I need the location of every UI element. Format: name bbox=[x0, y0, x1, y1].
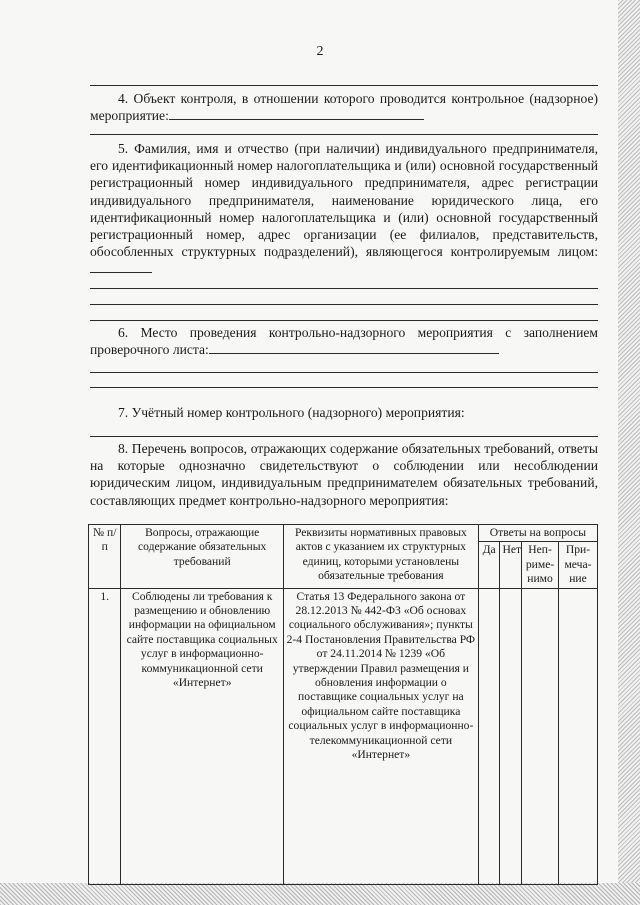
header-yes: Да bbox=[478, 542, 500, 588]
header-number: № п/п bbox=[89, 525, 121, 589]
section-7-text: 7. Учётный номер контрольного (надзорного) мероприятия: bbox=[118, 405, 465, 420]
row-number: 1. bbox=[89, 588, 121, 884]
section-4-fill[interactable] bbox=[169, 107, 424, 120]
header-no: Нет bbox=[500, 542, 522, 588]
section-5-text: 5. Фамилия, имя и отчество (при наличии) индивидуального предпринимателя, его идентификационный номер налогоплательщика и (или) основной государственный регистрационный номер индивидуального предпринимателя, адрес регистрации индивидуального предпринимателя, наименование юридического лица, его идентификационный номер налогоплательщика и (или) основной государственный регистрационный номер, адрес организации (ее филиалов, представительств, обособленных структурных подразделений), являющегося контролируемым лицом: bbox=[90, 141, 598, 260]
scan-edge-bottom bbox=[0, 883, 640, 905]
header-answers: Ответы на вопросы bbox=[478, 525, 597, 542]
blank-line-s6-1[interactable] bbox=[90, 372, 598, 373]
section-5 bbox=[90, 140, 598, 278]
blank-line-s5-3[interactable] bbox=[90, 320, 598, 321]
blank-line-s4[interactable] bbox=[90, 134, 598, 135]
section-6-fill[interactable] bbox=[209, 341, 499, 354]
blank-line-s5-2[interactable] bbox=[90, 304, 598, 305]
answer-yes-cell[interactable] bbox=[478, 588, 500, 884]
section-4 bbox=[90, 90, 598, 124]
header-note: При-меча-ние bbox=[558, 542, 597, 588]
header-questions: Вопросы, отражающие содержание обязательных требований bbox=[121, 525, 283, 589]
row-question: Соблюдены ли требования к размещению и обновлению информации на официальном сайте поставщика социальных услуг в информационно-коммуникационной сети «Интернет» bbox=[121, 588, 283, 884]
answer-note-cell[interactable] bbox=[558, 588, 597, 884]
table-row bbox=[89, 588, 598, 884]
section-6 bbox=[90, 324, 598, 358]
blank-line-s7[interactable] bbox=[90, 436, 598, 437]
page-number: 2 bbox=[316, 44, 324, 59]
section-7 bbox=[90, 404, 598, 421]
answer-not-applicable-cell[interactable] bbox=[522, 588, 559, 884]
header-requisites: Реквизиты нормативных правовых актов с указанием их структурных единиц, которыми установлены обязательные требования bbox=[283, 525, 478, 589]
blank-line-s5-1[interactable] bbox=[90, 288, 598, 289]
section-5-fill[interactable] bbox=[90, 260, 152, 273]
blank-line-s6-2[interactable] bbox=[90, 387, 598, 388]
section-4-text: 4. Объект контроля, в отношении которого проводится контрольное (надзорное) мероприятие: bbox=[90, 91, 598, 124]
row-requisites: Статья 13 Федерального закона от 28.12.2013 № 442-ФЗ «Об основах социального обслуживания»; пункты 2-4 Постановления Правительства РФ от 24.11.2014 № 1239 «Об утверждении Правил размещения и обновления информации о поставщике социальных услуг на официальном сайте поставщика социальных услуг в информационно-телекоммуникационной сети «Интернет» bbox=[283, 588, 478, 884]
requirements-table bbox=[88, 524, 598, 885]
header-not-applicable: Неп-риме-нимо bbox=[522, 542, 559, 588]
answer-no-cell[interactable] bbox=[500, 588, 522, 884]
section-8-text: 8. Перечень вопросов, отражающих содержание обязательных требований, ответы на которые однозначно свидетельствуют о соблюдении или несоблюдении юридическим лицом, индивидуальным предпринимателем обязательных требований, составляющих предмет контрольно-надзорного мероприятия: bbox=[90, 441, 598, 508]
section-8 bbox=[90, 440, 598, 509]
blank-line-top bbox=[90, 85, 598, 86]
scan-edge-right bbox=[618, 0, 640, 905]
table-header-row bbox=[89, 525, 598, 542]
section-6-text: 6. Место проведения контрольно-надзорного мероприятия с заполнением проверочного листа: bbox=[90, 325, 598, 358]
